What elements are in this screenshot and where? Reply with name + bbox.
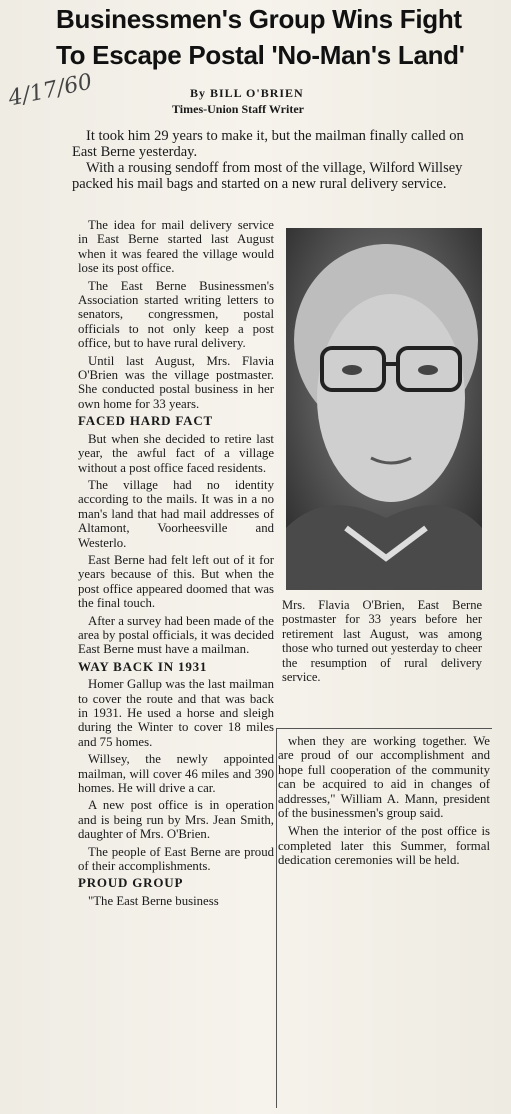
portrait-photo [286,228,482,590]
staff-credit: Times-Union Staff Writer [172,102,304,116]
paragraph: East Berne had felt left out of it for years because of this. But when the post office appeared doomed that was the final touch. [78,552,274,611]
paragraph: "The East Berne business [88,893,219,908]
byline: By BILL O'BRIEN [190,86,304,100]
paragraph: The people of East Berne are proud of their accomplishments. [78,844,274,874]
paragraph: A new post office is in operation and is being run by Mrs. Jean Smith, daughter of Mrs. O'Brien. [78,798,274,842]
paragraph: Until last August, Mrs. Flavia O'Brien was the village postmaster. She conducted postal business in her own home for 33 years. [78,353,274,411]
column-2 [278,734,490,872]
photo-caption: Mrs. Flavia O'Brien, East Berne postmaster for 33 years before her retirement last August, was among those who turned out yesterday to cheer the resumption of rural delivery service. [282,598,482,685]
lead-paragraphs [72,128,484,192]
headline-line2: To Escape Postal 'No-Man's Land' [56,40,465,70]
paragraph: Willsey, the newly appointed mailman, will cover 46 miles and 390 homes. He will drive a car. [78,752,274,796]
column-divider [276,728,277,1108]
subheading: WAY BACK IN 1931 [78,658,208,674]
column-divider [276,728,492,729]
paragraph: But when she decided to retire last year, the awful fact of a village without a post office faced residents. [78,431,274,475]
paragraph: When the interior of the post office is completed later this Summer, formal dedication ceremonies will be held. [278,824,490,868]
paragraph: After a survey had been made of the area by postal officials, it was decided East Berne must have a mailman. [78,613,274,657]
paragraph: The idea for mail delivery service in East Berne started last August when it was feared the village would lose its post office. [78,218,274,276]
paragraph: The East Berne Businessmen's Association started writing letters to senators, congressmen, postal officials to not only keep a post office, but to have rural delivery. [78,278,274,351]
paragraph: Homer Gallup was the last mailman to cover the route and that was back in 1931. He used a horse and sleigh during the Winter to cover 18 miles and 75 homes. [78,677,274,749]
subheading: PROUD GROUP [78,875,184,891]
paragraph: The village had no identity according to the mails. It was in a no man's land that had mail addresses of Altamont, Voorheesville and Westerlo. [78,477,274,550]
handwritten-date: 4/17/60 [6,69,95,112]
column-1 [78,218,274,911]
headline-line1: Businessmen's Group Wins Fight [56,4,462,34]
subheading: FACED HARD FACT [78,413,214,429]
lead-paragraph: It took him 29 years to make it, but the mailman finally called on East Berne yesterday. [72,128,464,160]
portrait-image [286,228,482,590]
lead-paragraph: With a rousing sendoff from most of the village, Wilford Willsey packed his mail bags and started on a new rural delivery service. [72,160,463,192]
paragraph: when they are working together. We are proud of our accomplishment and hope full cooperation of the community can be acquired to aid in changes of addresses," William A. Mann, president of the businessmen's group said. [278,734,490,821]
